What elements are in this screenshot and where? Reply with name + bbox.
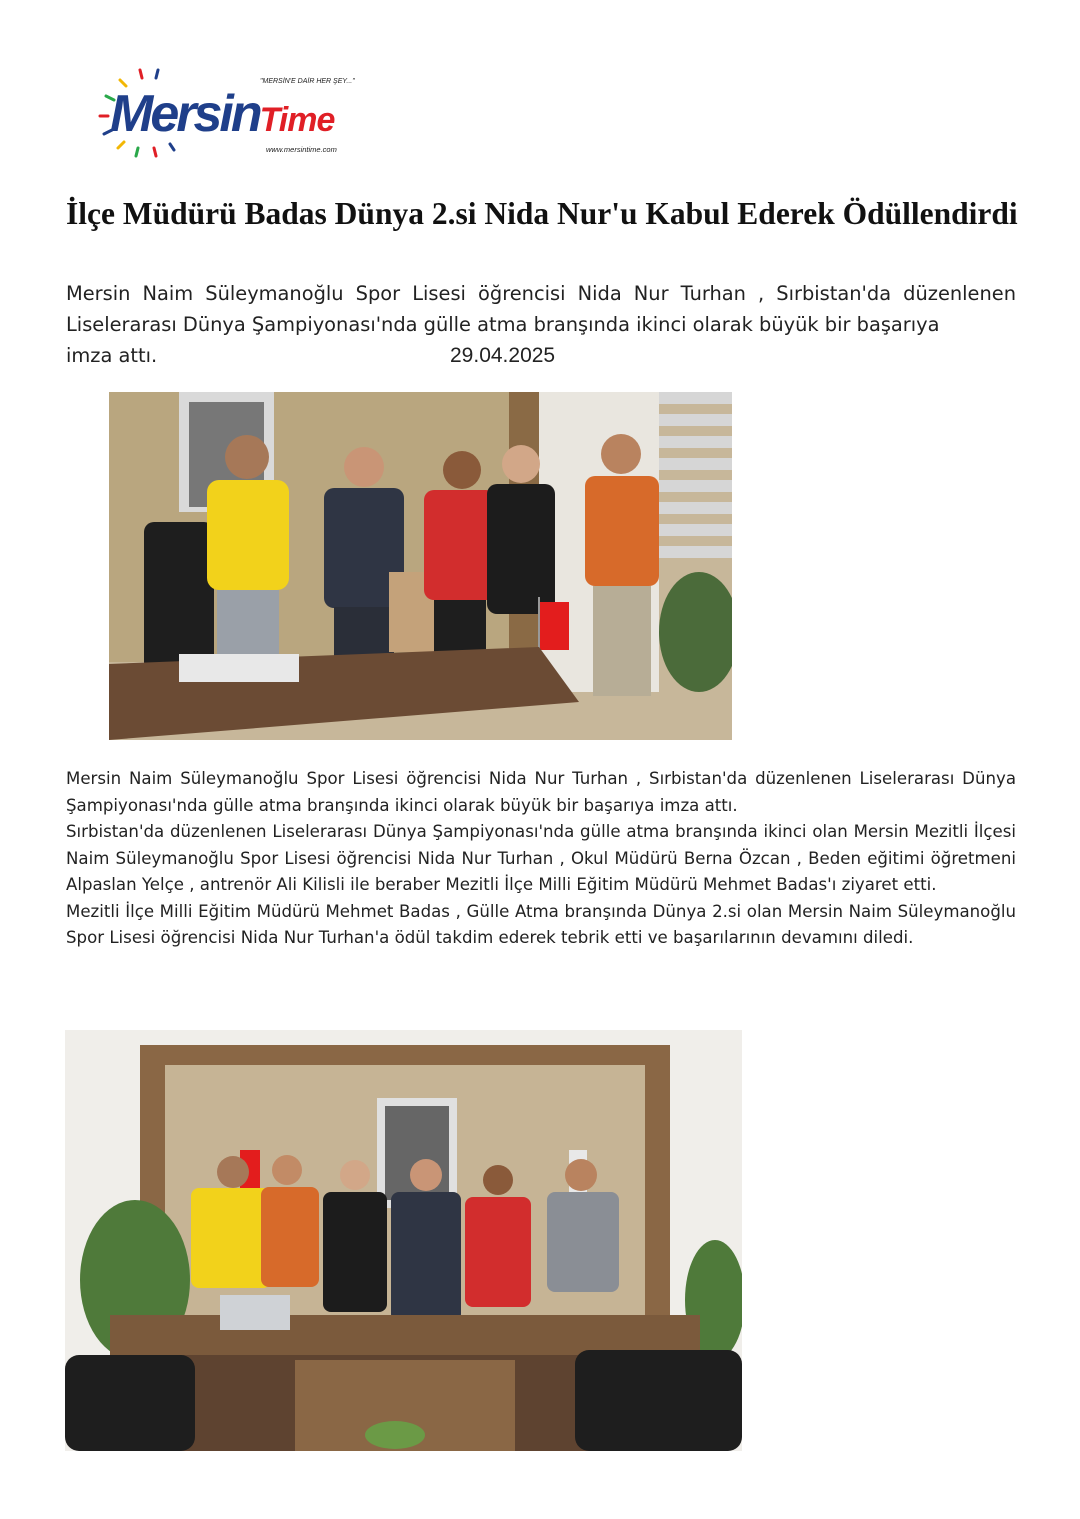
logo-wordmark	[110, 84, 334, 144]
body-paragraph: Mersin Naim Süleymanoğlu Spor Lisesi öğrencisi Nida Nur Turhan , Sırbistan'da düzenlenen Liselerarası Dünya Şampiyonası'nda gülle atma branşında ikinci olarak büyük bir başarıya imza attı.	[66, 769, 1016, 815]
article-lead: Mersin Naim Süleymanoğlu Spor Lisesi öğrencisi Nida Nur Turhan , Sırbistan'da düzenlenen Liselerarası Dünya Şampiyonası'nda gülle atma branşında ikinci olarak büyük bir başarıya	[66, 282, 1016, 336]
article-photo-1	[109, 392, 732, 740]
article-date: 29.04.2025	[450, 344, 556, 367]
article-body	[66, 766, 1016, 952]
article-title: İlçe Müdürü Badas Dünya 2.si Nida Nur'u Kabul Ederek Ödüllendirdi	[66, 196, 1018, 231]
logo-url: www.mersintime.com	[266, 145, 337, 154]
body-paragraph: Mezitli İlçe Milli Eğitim Müdürü Mehmet Badas , Gülle Atma branşında Dünya 2.si olan Mersin Naim Süleymanoğlu Spor Lisesi öğrencisi Nida Nur Turhan'a ödül takdim ederek tebrik etti ve başarılarının devamını diledi.	[66, 901, 1016, 947]
body-paragraph: Sırbistan'da düzenlenen Liselerarası Dünya Şampiyonası'nda gülle atma branşında ikinci olan Mersin Mezitli İlçesi Naim Süleymanoğlu Spor Lisesi öğrencisi Nida Nur Turhan , Okul Müdürü Berna Özcan , Beden eğitimi öğretmeni Alpaslan Yelçe , antrenör Ali Kilisli ile beraber Mezitli İlçe Milli Eğitim Müdürü Mehmet Badas'ı ziyaret etti.	[66, 822, 1016, 894]
site-logo[interactable]	[96, 66, 366, 162]
article-lead-end: imza attı.	[66, 344, 158, 367]
logo-tagline: "MERSİN'E DAİR HER ŞEY..."	[260, 78, 355, 85]
article-photo-2	[65, 1030, 742, 1451]
logo-brand-accent: Time	[259, 101, 335, 139]
logo-brand-main: Mersin	[110, 85, 260, 143]
